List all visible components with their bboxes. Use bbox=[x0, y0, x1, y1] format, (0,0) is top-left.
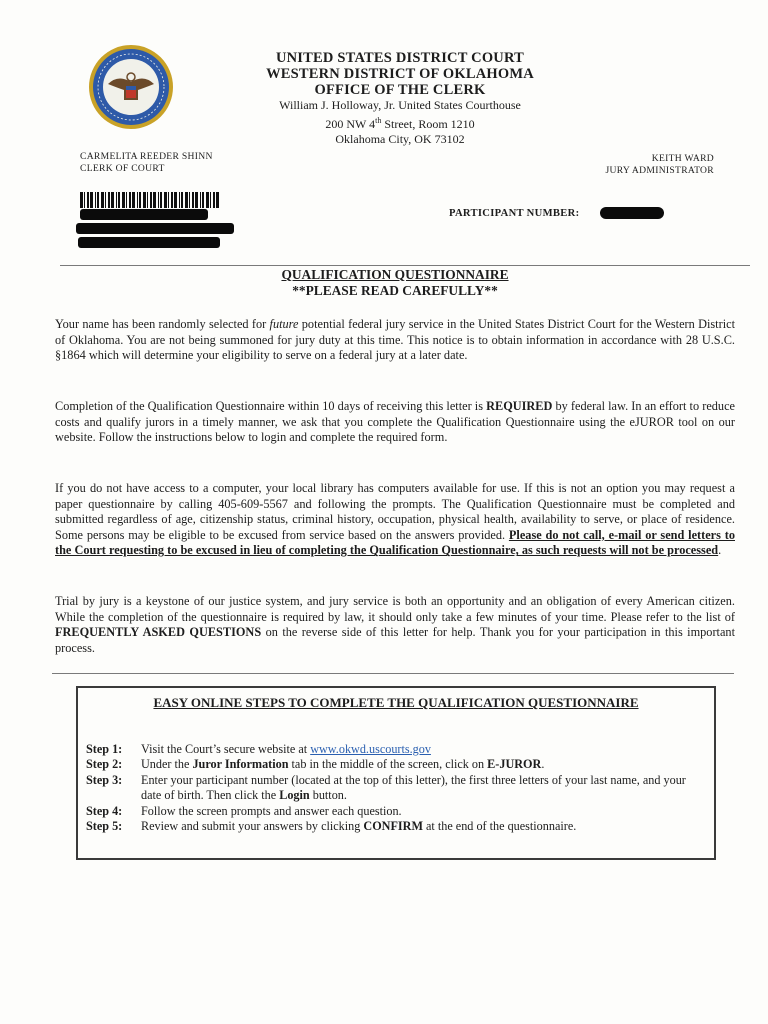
steps-title: EASY ONLINE STEPS TO COMPLETE THE QUALIFICATION QUESTIONNAIRE bbox=[153, 695, 639, 710]
clerk-title: CLERK OF COURT bbox=[80, 163, 165, 174]
participant-number-label: PARTICIPANT NUMBER: bbox=[449, 208, 580, 219]
court-website-link[interactable]: www.okwd.uscourts.gov bbox=[310, 742, 431, 756]
courthouse-name: William J. Holloway, Jr. United States Courthouse bbox=[279, 98, 521, 112]
court-seal-icon bbox=[88, 44, 174, 130]
paragraph-no-computer: If you do not have access to a computer, your local library has computers available for use. If this is not an option you may request a paper questionnaire by calling 405-609-5567 and following the prompts. The Qualification Questionnaire must be completed and submitted regardless of age, citizenship status, criminal history, occupation, physical health, availability to serve, or place of residence. Some persons may be eligible to be excused from service based on the answers provided. Please do not call, e-mail or send letters to the Court requesting to be excused in lieu of completing the Qualification Questionnaire, as such requests will not be processed. bbox=[55, 481, 735, 558]
admin-name: KEITH WARD bbox=[651, 153, 714, 164]
title-line-2: **PLEASE READ CAREFULLY** bbox=[292, 283, 498, 298]
redacted-name bbox=[80, 209, 208, 220]
admin-title: JURY ADMINISTRATOR bbox=[605, 165, 714, 176]
admin-block bbox=[605, 153, 714, 177]
court-name: UNITED STATES DISTRICT COURT bbox=[275, 50, 525, 66]
clerk-block bbox=[80, 151, 213, 175]
step-5: Step 5: Review and submit your answers by clicking CONFIRM at the end of the questionnaire. bbox=[86, 819, 577, 834]
redacted-address-2 bbox=[78, 237, 220, 248]
no-excuse-warning: Please do not call, e-mail or send letters to the Court requesting to be excused in lieu of completing the Qualification Questionnaire, as such requests will not be processed bbox=[55, 527, 735, 558]
letterhead bbox=[230, 50, 570, 147]
title-line-1: QUALIFICATION QUESTIONNAIRE bbox=[281, 267, 509, 282]
divider-top bbox=[60, 265, 750, 266]
step-1: Step 1: Visit the Court’s secure website at www.okwd.uscourts.gov bbox=[86, 742, 431, 756]
paragraph-selection-notice: Your name has been randomly selected for future potential federal jury service in the United States District Court for the Western District of Oklahoma. You are not being summoned for jury duty at this time. This notice is to obtain information in accordance with 28 U.S.C. §1864 which will determine your eligibility to serve on a federal jury at a later date. bbox=[55, 317, 735, 363]
redacted-address-1 bbox=[76, 223, 234, 234]
divider-bottom bbox=[52, 673, 734, 674]
office-name: OFFICE OF THE CLERK bbox=[314, 82, 486, 98]
clerk-name: CARMELITA REEDER SHINN bbox=[80, 151, 213, 162]
step-3: Step 3: Enter your participant number (located at the top of this letter), the first three letters of your last name, and your date of birth. Then click the Login button. bbox=[86, 772, 686, 803]
step-4: Step 4: Follow the screen prompts and answer each question. bbox=[86, 803, 402, 818]
district-name: WESTERN DISTRICT OF OKLAHOMA bbox=[266, 66, 534, 82]
online-steps-box bbox=[76, 686, 716, 860]
step-2: Step 2: Under the Juror Information tab in the middle of the screen, click on E-JUROR. bbox=[86, 757, 545, 772]
paragraph-requirement: Completion of the Qualification Questionnaire within 10 days of receiving this letter is REQUIRED by federal law. In an effort to reduce costs and qualify jurors in a timely manner, we ask that you complete the Qualification Questionnaire using the eJUROR tool on our website. Follow the instructions below to login and complete the required form. bbox=[55, 399, 735, 445]
paragraph-trial-by-jury: Trial by jury is a keystone of our justice system, and jury service is both an opportunity and an obligation of every American citizen. While the completion of the questionnaire is required by law, it should only take a few minutes of your time. Please refer to the list of FREQUENTLY ASKED QUESTIONS on the reverse side of this letter for help. Thank you for your participation in this important process. bbox=[55, 594, 735, 655]
barcode-icon bbox=[80, 192, 220, 208]
street-address: 200 NW 4th Street, Room 1210 bbox=[325, 116, 475, 131]
questionnaire-title bbox=[0, 267, 768, 299]
steps-list bbox=[86, 742, 708, 834]
city-address: Oklahoma City, OK 73102 bbox=[335, 132, 465, 146]
redacted-participant-number bbox=[600, 207, 664, 219]
